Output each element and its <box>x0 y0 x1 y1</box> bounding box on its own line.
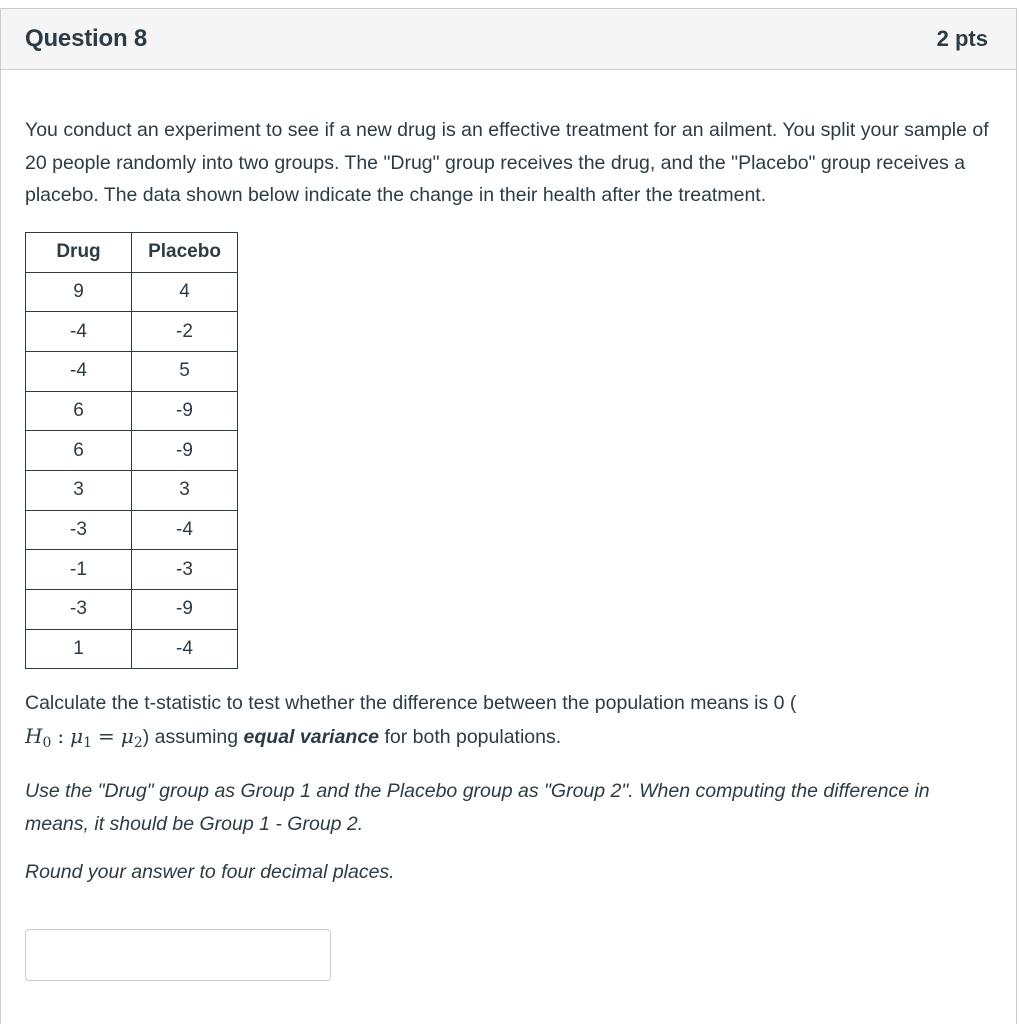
question-header <box>1 9 1016 70</box>
instruction-end: for both populations. <box>379 725 562 748</box>
hypothesis-math <box>25 723 143 751</box>
math-mu1-sub: 1 <box>83 734 93 751</box>
math-mu2: μ <box>120 723 134 748</box>
data-table <box>25 232 238 670</box>
table-row <box>26 590 238 630</box>
table-row <box>26 470 238 510</box>
math-h: H <box>25 723 43 748</box>
table-cell-placebo: -4 <box>132 510 238 550</box>
table-cell-drug: 6 <box>26 431 132 471</box>
math-equals: = <box>98 723 115 748</box>
table-cell-drug: 1 <box>26 629 132 669</box>
table-row <box>26 391 238 431</box>
table-cell-placebo: -9 <box>132 431 238 471</box>
question-points: 2 pts <box>936 26 988 51</box>
table-row <box>26 510 238 550</box>
question-title: Question 8 <box>25 25 148 52</box>
math-mu1: μ <box>70 723 84 748</box>
instruction-emphasis: equal variance <box>243 725 380 748</box>
group-note: Use the "Drug" group as Group 1 and the Placebo group as "Group 2". When computing the difference in means, it should be Group 1 - Group 2. <box>25 780 930 835</box>
table-cell-placebo: -4 <box>132 629 238 669</box>
math-mu2-sub: 2 <box>133 734 143 751</box>
table-row <box>26 431 238 471</box>
table-header-row <box>26 232 238 272</box>
table-cell-placebo: -3 <box>132 550 238 590</box>
table-cell-drug: -1 <box>26 550 132 590</box>
instruction-before: Calculate the t-statistic to test whether the difference between the population means is 0 ( <box>25 692 797 715</box>
instruction-text <box>25 687 992 759</box>
question-card <box>0 8 1017 1024</box>
table-cell-drug: -4 <box>26 351 132 391</box>
column-header-placebo: Placebo <box>132 232 238 272</box>
table-row <box>26 272 238 312</box>
instruction-after-paren: ) assuming <box>142 725 244 748</box>
table-row <box>26 312 238 352</box>
table-cell-drug: 3 <box>26 470 132 510</box>
table-cell-placebo: 5 <box>132 351 238 391</box>
question-body <box>1 70 1016 981</box>
math-h-sub: 0 <box>42 734 52 751</box>
table-cell-placebo: -9 <box>132 590 238 630</box>
table-cell-drug: 9 <box>26 272 132 312</box>
question-prompt: You conduct an experiment to see if a new drug is an effective treatment for an ailment. You split your sample of 20 people randomly into two groups. The "Drug" group receives the drug, and the "Placebo" group receives a placebo. The data shown below indicate the change in their health after the treatment. <box>25 119 989 206</box>
table-cell-placebo: 4 <box>132 272 238 312</box>
table-cell-drug: 6 <box>26 391 132 431</box>
table-cell-placebo: -2 <box>132 312 238 352</box>
answer-input[interactable] <box>25 929 331 981</box>
column-header-drug: Drug <box>26 232 132 272</box>
rounding-note: Round your answer to four decimal places. <box>25 861 395 884</box>
table-cell-drug: -3 <box>26 590 132 630</box>
table-cell-placebo: -9 <box>132 391 238 431</box>
table-cell-drug: -4 <box>26 312 132 352</box>
table-cell-drug: -3 <box>26 510 132 550</box>
table-row <box>26 351 238 391</box>
table-row <box>26 550 238 590</box>
table-cell-placebo: 3 <box>132 470 238 510</box>
math-colon: : <box>57 723 65 748</box>
table-row <box>26 629 238 669</box>
